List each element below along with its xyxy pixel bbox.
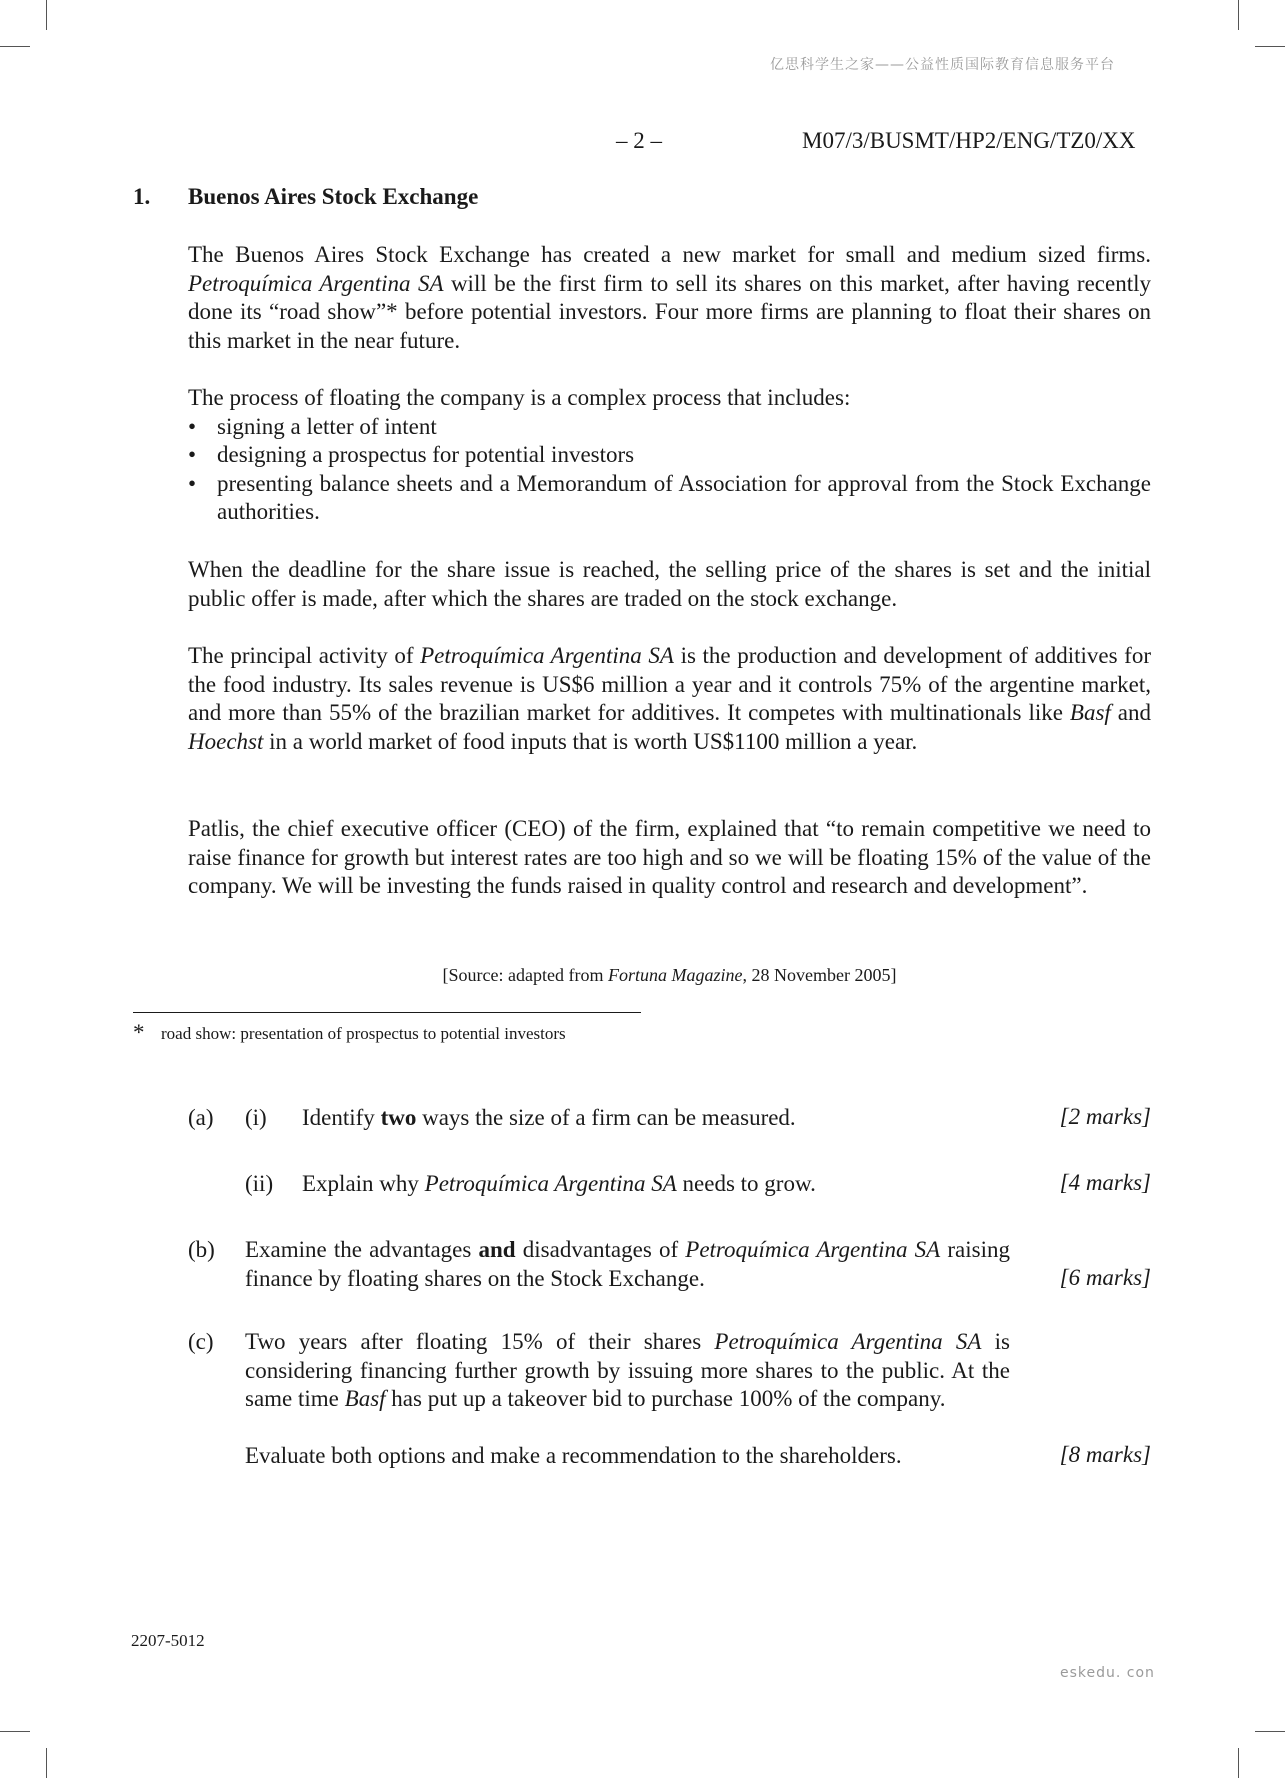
paragraph-3-block	[188, 556, 1151, 613]
crop-mark	[0, 46, 30, 47]
part-a-label: (a)	[188, 1105, 214, 1130]
paragraph-5-block	[188, 815, 1151, 901]
part-c-label: (c)	[188, 1329, 214, 1354]
site-watermark: eskedu. con	[1060, 1665, 1155, 1681]
list-item: • designing a prospectus for potential investors	[188, 442, 635, 468]
crop-mark	[1238, 0, 1239, 30]
paper-code: M07/3/BUSMT/HP2/ENG/TZ0/XX	[802, 128, 1136, 153]
part-a-i-text: Identify two ways the size of a firm can be measured.	[302, 1105, 796, 1130]
paragraph-5: Patlis, the chief executive officer (CEO) of the firm, explained that “to remain competitive we need to raise finance for growth but interest rates are too high and so we will be floating 15% of the value of the company. We will be investing the funds raised in quality control and research and development”.	[188, 816, 1151, 899]
crop-mark	[1255, 1731, 1285, 1732]
case-study-text	[188, 241, 1151, 355]
question-title: Buenos Aires Stock Exchange	[188, 184, 479, 209]
part-c-marks: [8 marks]	[1059, 1442, 1151, 1467]
crop-mark	[46, 1748, 47, 1778]
list-item: • presenting balance sheets and a Memorandum of Association for approval from the Stock Exchange authorities.	[188, 470, 1151, 525]
part-a-i-marks: [2 marks]	[1059, 1104, 1151, 1129]
part-b-text: Examine the advantages and disadvantages of Petroquímica Argentina SA raising finance by floating shares on the Stock Exchange.	[245, 1237, 1010, 1291]
part-b-marks: [6 marks]	[1059, 1265, 1151, 1290]
part-a-i-label: (i)	[245, 1105, 267, 1130]
part-a-ii-label: (ii)	[245, 1171, 274, 1196]
part-a-ii-marks: [4 marks]	[1059, 1170, 1151, 1195]
paragraph-4-block	[188, 642, 1151, 756]
question-number: 1.	[133, 184, 151, 209]
document-id: 2207-5012	[131, 1631, 205, 1650]
paragraph-4: The principal activity of Petroquímica Argentina SA is the production and development of additives for the food industry. Its sales revenue is US$6 million a year and it controls 75% of the argentine market, and more than 55% of the brazilian market for additives. It competes with multinationals like Basf and Hoechst in a world market of food inputs that is worth US$1100 million a year.	[188, 643, 1151, 754]
page-number: – 2 –	[616, 128, 662, 153]
part-a-ii-text: Explain why Petroquímica Argentina SA needs to grow.	[302, 1171, 816, 1196]
watermark: 亿思科学生之家——公益性质国际教育信息服务平台	[770, 57, 1115, 73]
crop-mark	[46, 0, 47, 30]
process-list-block	[188, 384, 1151, 527]
paragraph-2: The process of floating the company is a complex process that includes:	[188, 385, 851, 410]
footnote-text: road show: presentation of prospectus to potential investors	[161, 1024, 566, 1043]
paragraph-1: The Buenos Aires Stock Exchange has created a new market for small and medium sized firms. Petroquímica Argentina SA will be the first firm to sell its shares on this market, after having recently done its “road show”* before potential investors. Four more firms are planning to float their shares on this market in the near future.	[188, 242, 1151, 353]
crop-mark	[0, 1731, 30, 1732]
part-c-instruction: Evaluate both options and make a recommendation to the shareholders.	[245, 1443, 902, 1468]
part-b-label: (b)	[188, 1237, 215, 1262]
paragraph-3: When the deadline for the share issue is reached, the selling price of the shares is set and the initial public offer is made, after which the shares are traded on the stock exchange.	[188, 557, 1151, 611]
source-citation: [Source: adapted from Fortuna Magazine, 28 November 2005]	[442, 965, 897, 985]
crop-mark	[1255, 46, 1285, 47]
crop-mark	[1238, 1748, 1239, 1778]
list-item: • signing a letter of intent	[188, 413, 437, 439]
footnote-divider	[133, 1012, 641, 1013]
process-list	[188, 413, 1151, 527]
part-c-text: Two years after floating 15% of their shares Petroquímica Argentina SA is considering financing further growth by issuing more shares to the public. At the same time Basf has put up a takeover bid to purchase 100% of the company.	[245, 1329, 1011, 1412]
footnote-marker: *	[133, 1020, 145, 1045]
